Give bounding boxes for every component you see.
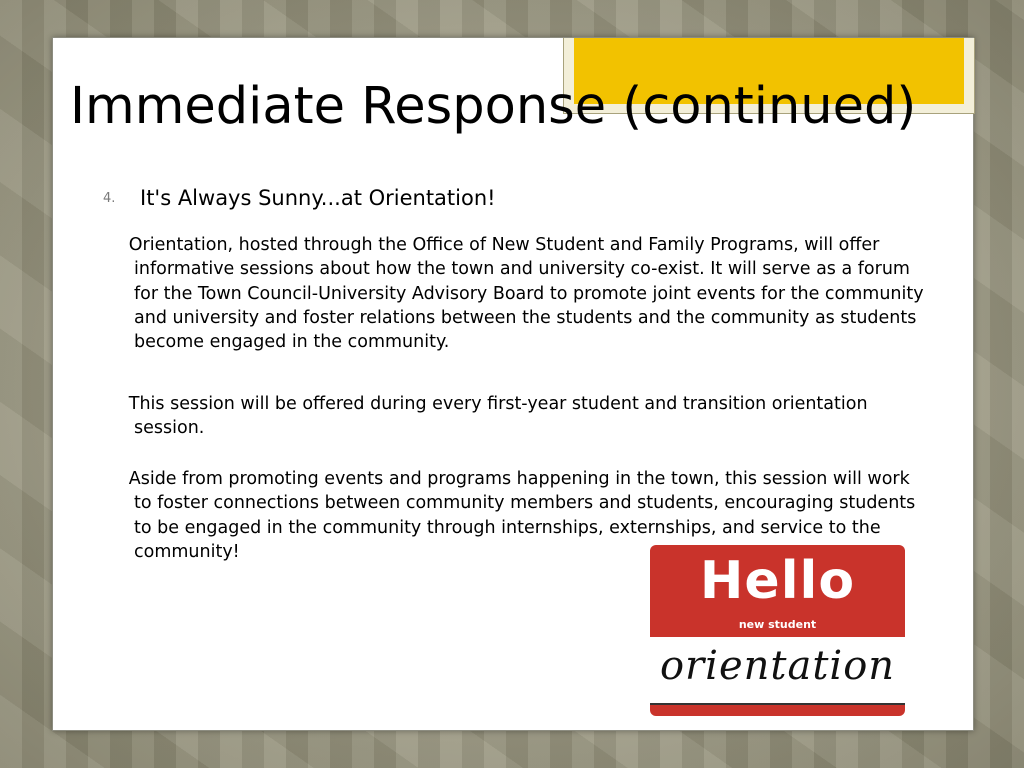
hello-badge-image xyxy=(650,545,905,716)
list-item xyxy=(103,186,496,210)
list-heading: It's Always Sunny...at Orientation! xyxy=(140,186,496,210)
paragraph-orientation: Orientation, hosted through the Office of New Student and Family Programs, will offer informative sessions about how the town and university co-exist. It will serve as a forum for the Town Council-University Advisory Board to promote joint events for the community and university and foster relations between the students and the community as students become engaged in the community. xyxy=(128,235,924,353)
list-number: 4. xyxy=(103,190,116,206)
badge-bottom-band xyxy=(650,705,905,716)
paragraph-session: This session will be offered during every first-year student and transition orientation session. xyxy=(128,394,868,439)
badge-hello-text: Hello xyxy=(699,551,856,611)
badge-subtitle: new student xyxy=(738,618,817,631)
badge-handwritten-word: orientation xyxy=(659,643,896,689)
paragraph-connections: Aside from promoting events and programs happening in the town, this session will work to foster connections between community members and students, encouraging students to be engaged in the community through internships, externships, and service to the community! xyxy=(128,469,916,562)
slide-title: Immediate Response (continued) xyxy=(70,77,917,136)
